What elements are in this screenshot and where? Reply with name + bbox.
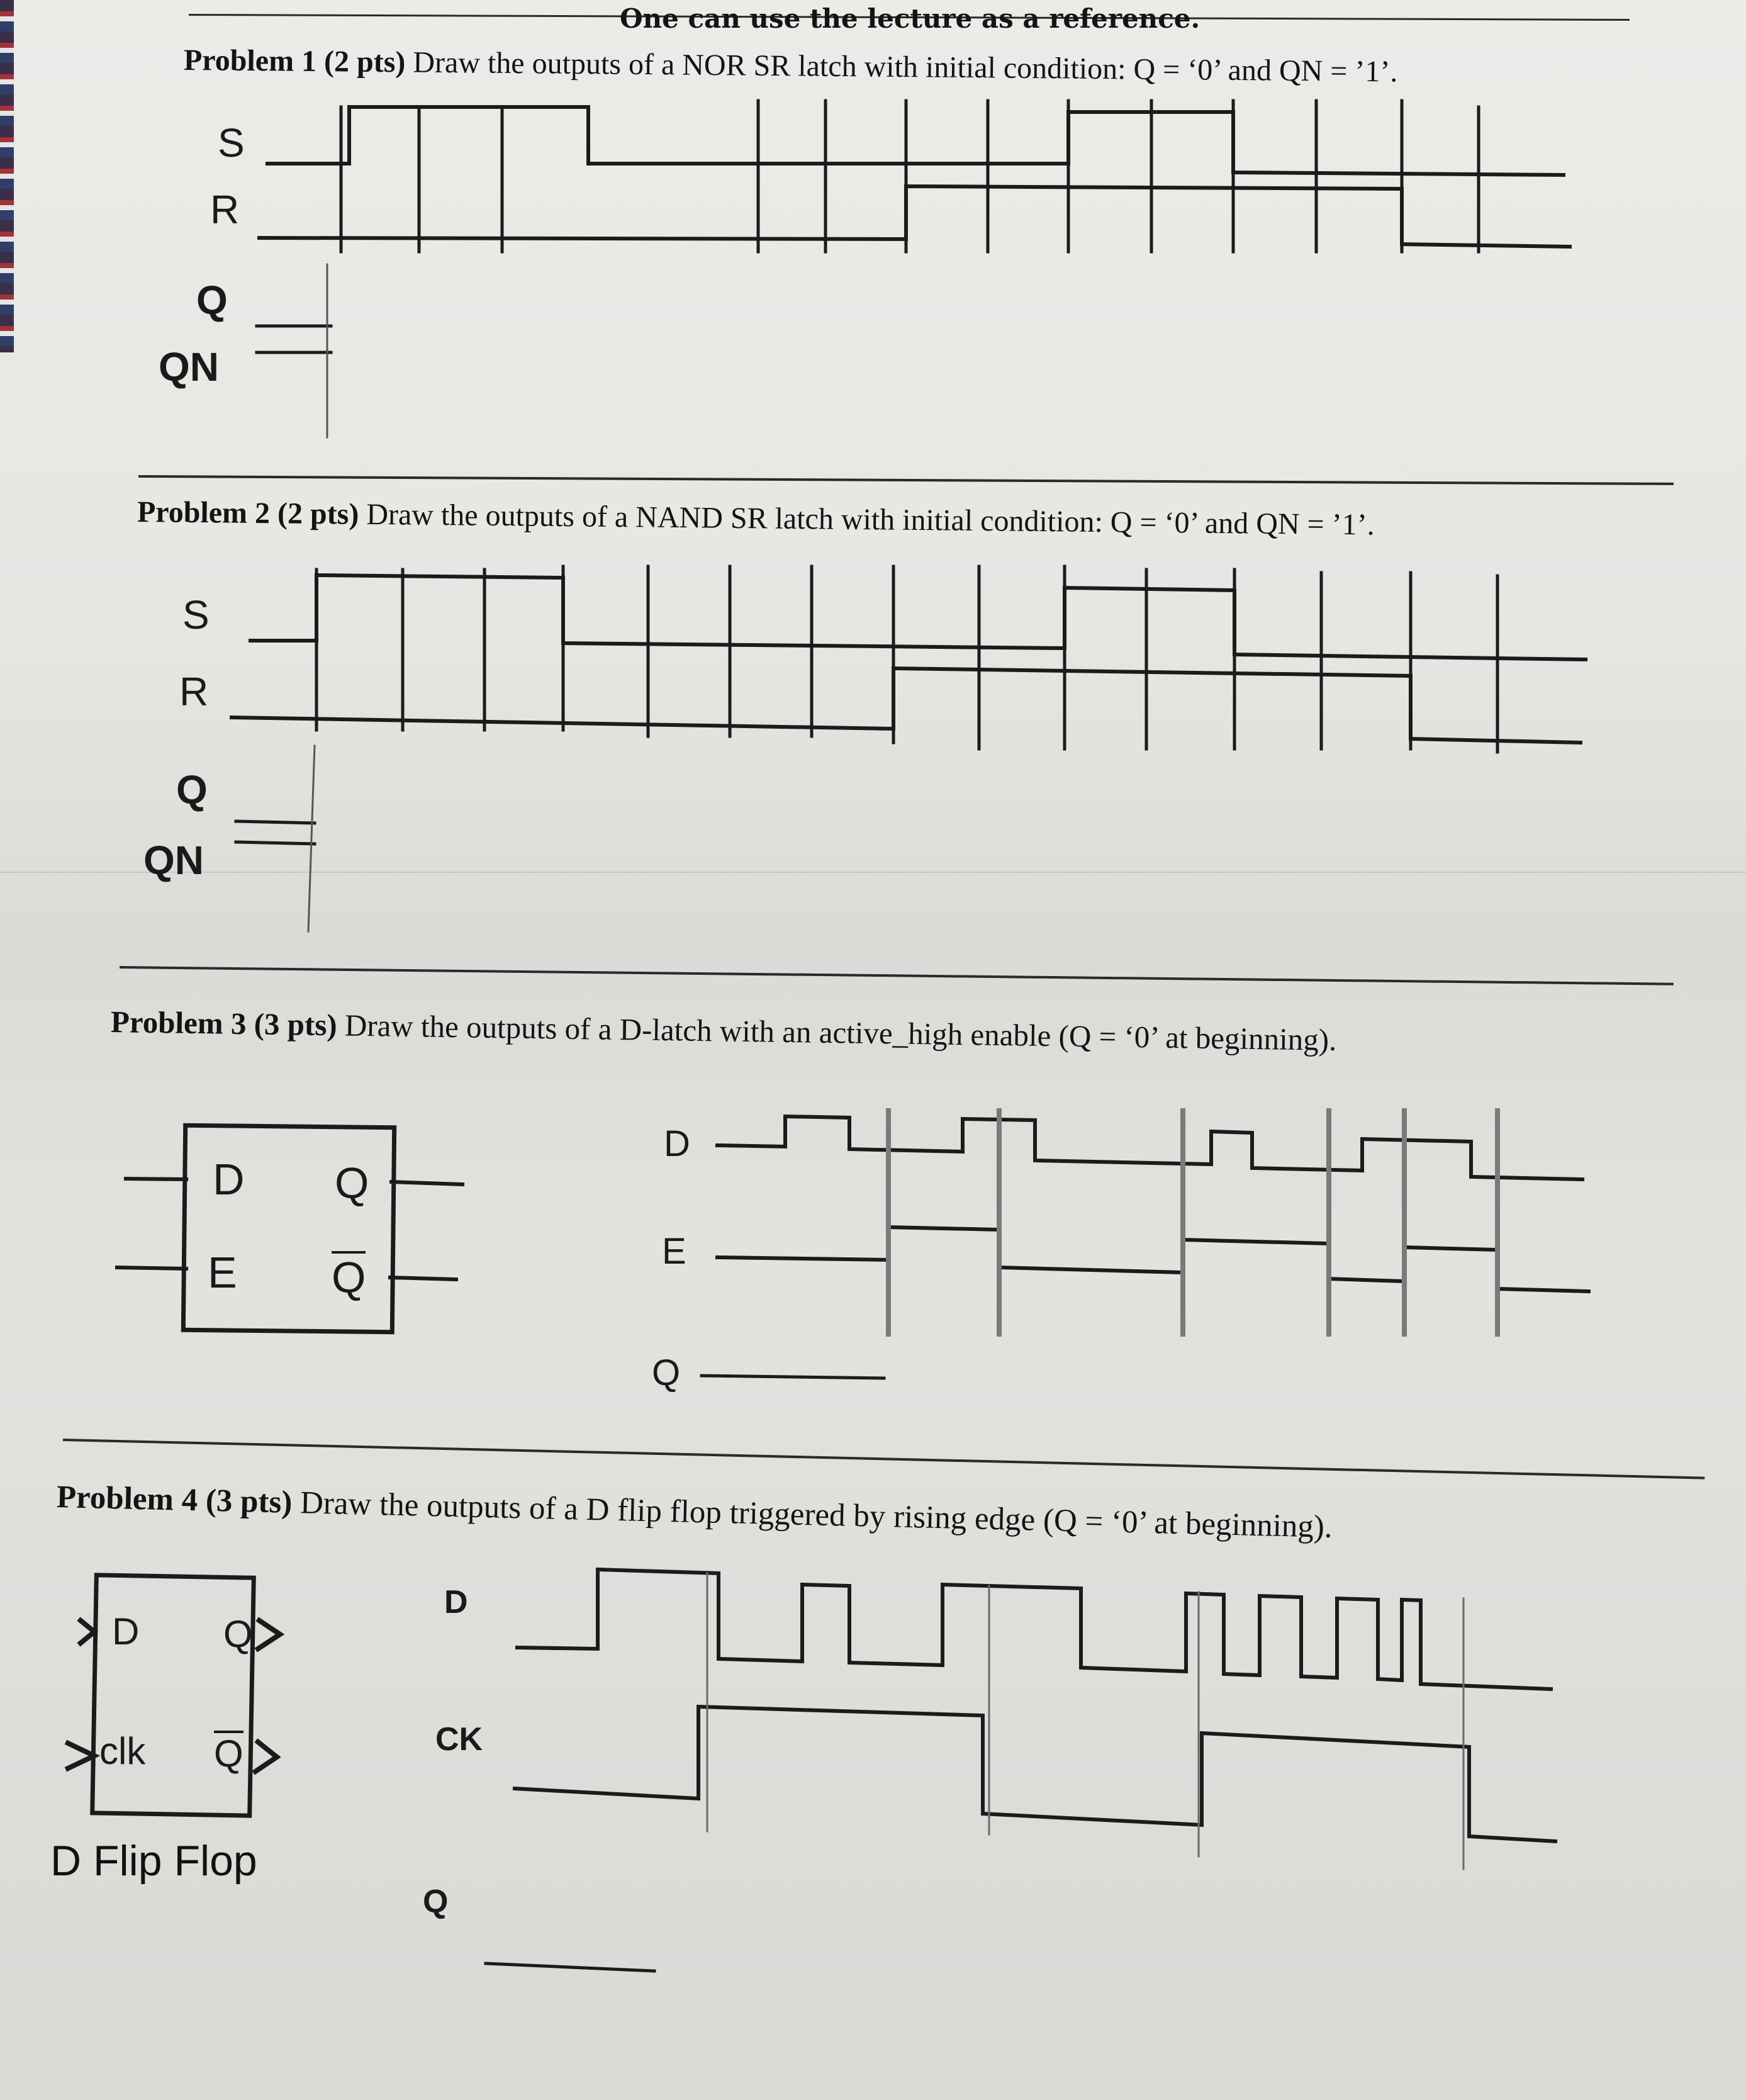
p4-signal-q: Q — [423, 1884, 449, 1920]
p3-signal-q: Q — [652, 1352, 681, 1393]
dff-q-label: Q — [223, 1613, 253, 1655]
p4-q-start — [486, 1963, 654, 1971]
dlatch-e-pin — [117, 1267, 186, 1269]
p2-signal-s: S — [182, 592, 210, 637]
problem2-points: Problem 2 (2 pts) — [137, 495, 359, 531]
dff-q-arrow — [258, 1620, 280, 1649]
p1-signal-r: R — [210, 187, 240, 232]
dlatch-box — [183, 1125, 394, 1332]
p2-signal-q: Q — [176, 767, 208, 812]
dlatch-q-pin — [391, 1182, 462, 1184]
p3-e-waveform — [717, 1227, 1589, 1291]
p1-signal-q: Q — [196, 278, 228, 323]
p1-r-waveform — [259, 186, 1570, 247]
dlatch-e-label: E — [208, 1248, 237, 1297]
p2-origin-line — [308, 746, 315, 931]
p2-r-waveform — [232, 668, 1581, 743]
p4-ck-waveform — [515, 1707, 1555, 1841]
dff-clk-label: clk — [99, 1730, 146, 1772]
dff-box — [92, 1575, 254, 1816]
dff-d-label: D — [112, 1610, 140, 1653]
p1-signal-qn: QN — [159, 344, 219, 390]
problem3-instructions: Draw the outputs of a D-latch with an active_high enable (Q = ‘0’ at beginning). — [337, 1008, 1337, 1057]
problem4-instructions: Draw the outputs of a D flip flop triggered by rising edge (Q = ‘0’ at beginning). — [291, 1485, 1333, 1545]
problem1-instructions: Draw the outputs of a NOR SR latch with initial condition: Q = ‘0’ and QN = ’1’. — [405, 45, 1398, 89]
p4-signal-ck: CK — [435, 1721, 483, 1758]
p4-d-waveform — [517, 1569, 1551, 1689]
p2-signal-qn: QN — [143, 838, 204, 883]
dff-d-arrow — [81, 1620, 94, 1643]
p2-q-start — [236, 821, 315, 823]
p1-signal-s: S — [218, 120, 245, 166]
dlatch-qbar-label: Q — [332, 1253, 366, 1302]
p4-signal-d: D — [444, 1584, 468, 1620]
p3-signal-d: D — [664, 1123, 690, 1164]
p2-qn-start — [236, 842, 315, 844]
dff-clk-arrow — [68, 1743, 94, 1768]
p3-q-start — [702, 1376, 884, 1378]
dlatch-d-label: D — [213, 1155, 245, 1204]
problem2-instructions: Draw the outputs of a NAND SR latch with initial condition: Q = ‘0’ and QN = ’1’. — [359, 497, 1375, 542]
p3-signal-e: E — [662, 1231, 686, 1272]
p3-d-waveform — [717, 1116, 1582, 1179]
problem3-points: Problem 3 (3 pts) — [110, 1004, 338, 1043]
p2-s-waveform — [250, 575, 1586, 660]
p1-s-waveform — [267, 107, 1564, 175]
dlatch-q-label: Q — [335, 1159, 369, 1208]
problem1-points: Problem 1 (2 pts) — [183, 43, 406, 79]
problem4-points: Problem 4 (3 pts) — [56, 1480, 293, 1520]
dff-caption: D Flip Flop — [50, 1837, 257, 1885]
dff-qbar-label: Q — [214, 1732, 243, 1775]
p2-signal-r: R — [179, 669, 209, 714]
reference-note: One can use the lecture as a reference. — [620, 3, 1200, 34]
dlatch-qbar-pin — [390, 1277, 456, 1279]
dff-qbar-arrow — [255, 1742, 277, 1772]
